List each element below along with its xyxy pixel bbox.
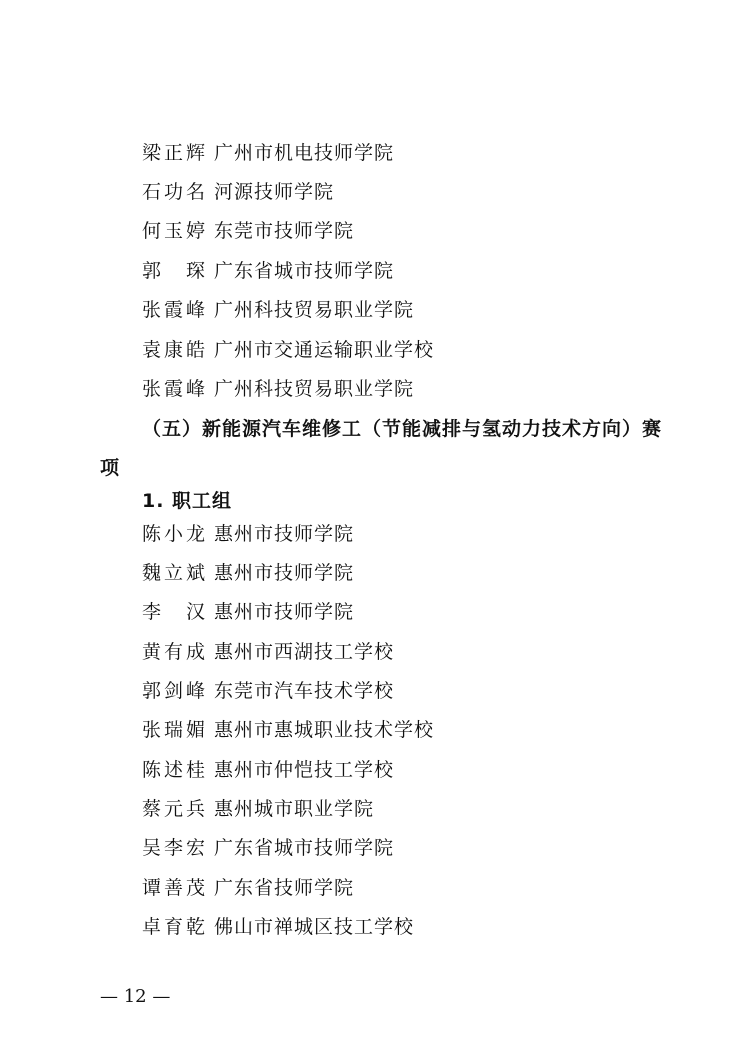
list-item: [142, 914, 414, 940]
person-name: 魏立斌: [142, 562, 206, 584]
person-name: 李 汉: [142, 601, 206, 623]
person-name: 石功名: [142, 181, 206, 203]
list-item: [142, 179, 334, 205]
person-name: 郭 琛: [142, 260, 206, 282]
organization: 广东省城市技师学院: [214, 260, 395, 282]
list-item: [142, 140, 394, 166]
list-item: [142, 218, 354, 244]
section-heading: （五）新能源汽车维修工（节能减排与氢动力技术方向）赛: [142, 418, 663, 440]
list-item: [142, 599, 354, 625]
person-name: 张瑞媚: [142, 719, 206, 741]
organization: 惠州市西湖技工学校: [214, 641, 395, 663]
person-name: 蔡元兵: [142, 798, 206, 820]
person-name: 谭善茂: [142, 877, 206, 899]
organization: 广州市交通运输职业学校: [214, 339, 435, 361]
person-name: 袁康皓: [142, 339, 206, 361]
organization: 广州科技贸易职业学院: [214, 378, 415, 400]
organization: 广州科技贸易职业学院: [214, 299, 415, 321]
person-name: 卓育乾: [142, 916, 206, 938]
list-item: [142, 258, 394, 284]
person-name: 何玉婷: [142, 220, 206, 242]
list-item: [142, 717, 434, 743]
person-name: 陈述桂: [142, 759, 206, 781]
organization: 广东省城市技师学院: [214, 837, 395, 859]
organization: 东莞市技师学院: [214, 220, 355, 242]
organization: 惠州市仲恺技工学校: [214, 759, 395, 781]
person-name: 郭剑峰: [142, 680, 206, 702]
person-name: 张霞峰: [142, 378, 206, 400]
organization: 广东省技师学院: [214, 877, 355, 899]
organization: 东莞市汽车技术学校: [214, 680, 395, 702]
group-heading: 1. 职工组: [142, 490, 233, 512]
person-name: 吴李宏: [142, 837, 206, 859]
organization: 惠州市惠城职业技术学校: [214, 719, 435, 741]
page-number: — 12 —: [100, 986, 171, 1007]
organization: 广州市机电技师学院: [214, 142, 395, 164]
list-item: [142, 875, 354, 901]
list-item: [142, 376, 414, 402]
person-name: 梁正辉: [142, 142, 206, 164]
organization: 河源技师学院: [214, 181, 335, 203]
list-item: [142, 560, 354, 586]
organization: 惠州市技师学院: [214, 523, 355, 545]
list-item: [142, 521, 354, 547]
list-item: [142, 678, 394, 704]
organization: 惠州市技师学院: [214, 562, 355, 584]
list-item: [142, 757, 394, 783]
section-heading-continued: 项: [100, 457, 121, 479]
list-item: [142, 337, 434, 363]
list-item: [142, 639, 394, 665]
person-name: 陈小龙: [142, 523, 206, 545]
list-item: [142, 835, 394, 861]
list-item: [142, 796, 374, 822]
organization: 佛山市禅城区技工学校: [214, 916, 415, 938]
organization: 惠州市技师学院: [214, 601, 355, 623]
organization: 惠州城市职业学院: [214, 798, 375, 820]
person-name: 张霞峰: [142, 299, 206, 321]
list-item: [142, 297, 414, 323]
person-name: 黄有成: [142, 641, 206, 663]
